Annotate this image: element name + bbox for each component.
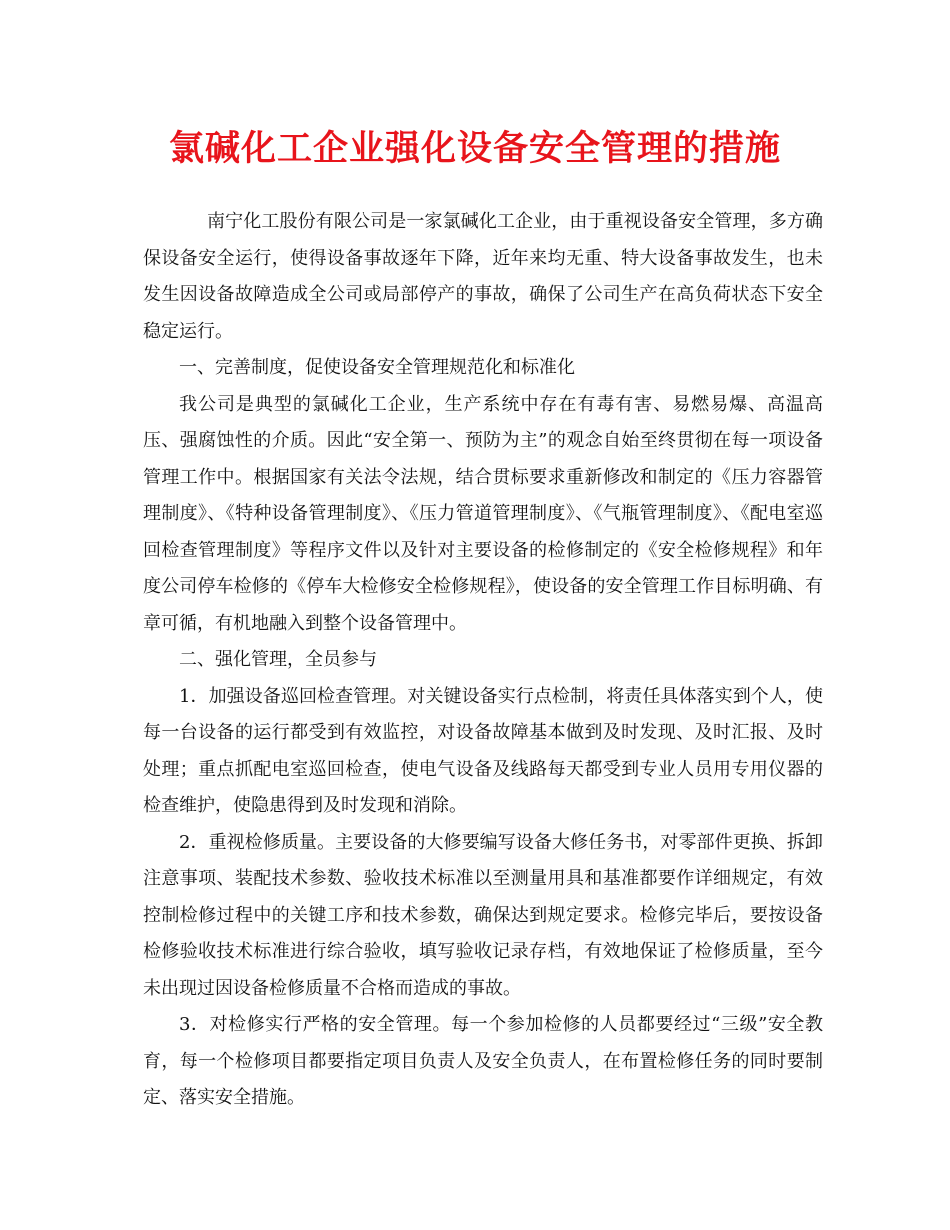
section-2-item-1: 1．加强设备巡回检查管理。对关键设备实行点检制，将责任具体落实到个人，使每一台设备的运行都受到有效监控，对设备故障基本做到及时发现、及时汇报、及时处理；重点抓配电室巡回检查，使电气设备及线路每天都受到专业人员用专用仪器的检查维护，使隐患得到及时发现和消除。 <box>143 685 823 816</box>
document-body <box>143 204 823 1117</box>
section-heading-1: 一、完善制度，促使设备安全管理规范化和标准化 <box>179 357 575 378</box>
section-1-paragraph: 我公司是典型的氯碱化工企业，生产系统中存在有毒有害、易燃易爆、高温高压、强腐蚀性的介质。因此“安全第一、预防为主”的观念自始至终贯彻在每一项设备管理工作中。根据国家有关法令法规，结合贯标要求重新修改和制定的《压力容器管理制度》、《特种设备管理制度》、《压力管道管理制度》、《气瓶管理制度》、《配电室巡回检查管理制度》等程序文件以及针对主要设备的检修制定的《安全检修规程》和年度公司停车检修的《停车大检修安全检修规程》，使设备的安全管理工作目标明确、有章可循，有机地融入到整个设备管理中。 <box>143 393 823 634</box>
section-2-item-3: 3．对检修实行严格的安全管理。每一个参加检修的人员都要经过“三级”安全教育，每一个检修项目都要指定项目负责人及安全负责人，在布置检修任务的同时要制定、落实安全措施。 <box>143 1014 823 1108</box>
document-title: 氯碱化工企业强化设备安全管理的措施 <box>168 128 781 169</box>
intro-paragraph: 南宁化工股份有限公司是一家氯碱化工企业，由于重视设备安全管理，多方确保设备安全运行，使得设备事故逐年下降，近年来均无重、特大设备事故发生，也未发生因设备故障造成全公司或局部停产的事故，确保了公司生产在高负荷状态下安全稳定运行。 <box>143 211 823 342</box>
section-heading-2: 二、强化管理，全员参与 <box>179 649 377 670</box>
section-2-item-2: 2．重视检修质量。主要设备的大修要编写设备大修任务书，对零部件更换、拆卸注意事项、装配技术参数、验收技术标准以至测量用具和基准都要作详细规定，有效控制检修过程中的关键工序和技术参数，确保达到规定要求。检修完毕后，要按设备检修验收技术标准进行综合验收，填写验收记录存档，有效地保证了检修质量，至今未出现过因设备检修质量不合格而造成的事故。 <box>143 831 823 999</box>
